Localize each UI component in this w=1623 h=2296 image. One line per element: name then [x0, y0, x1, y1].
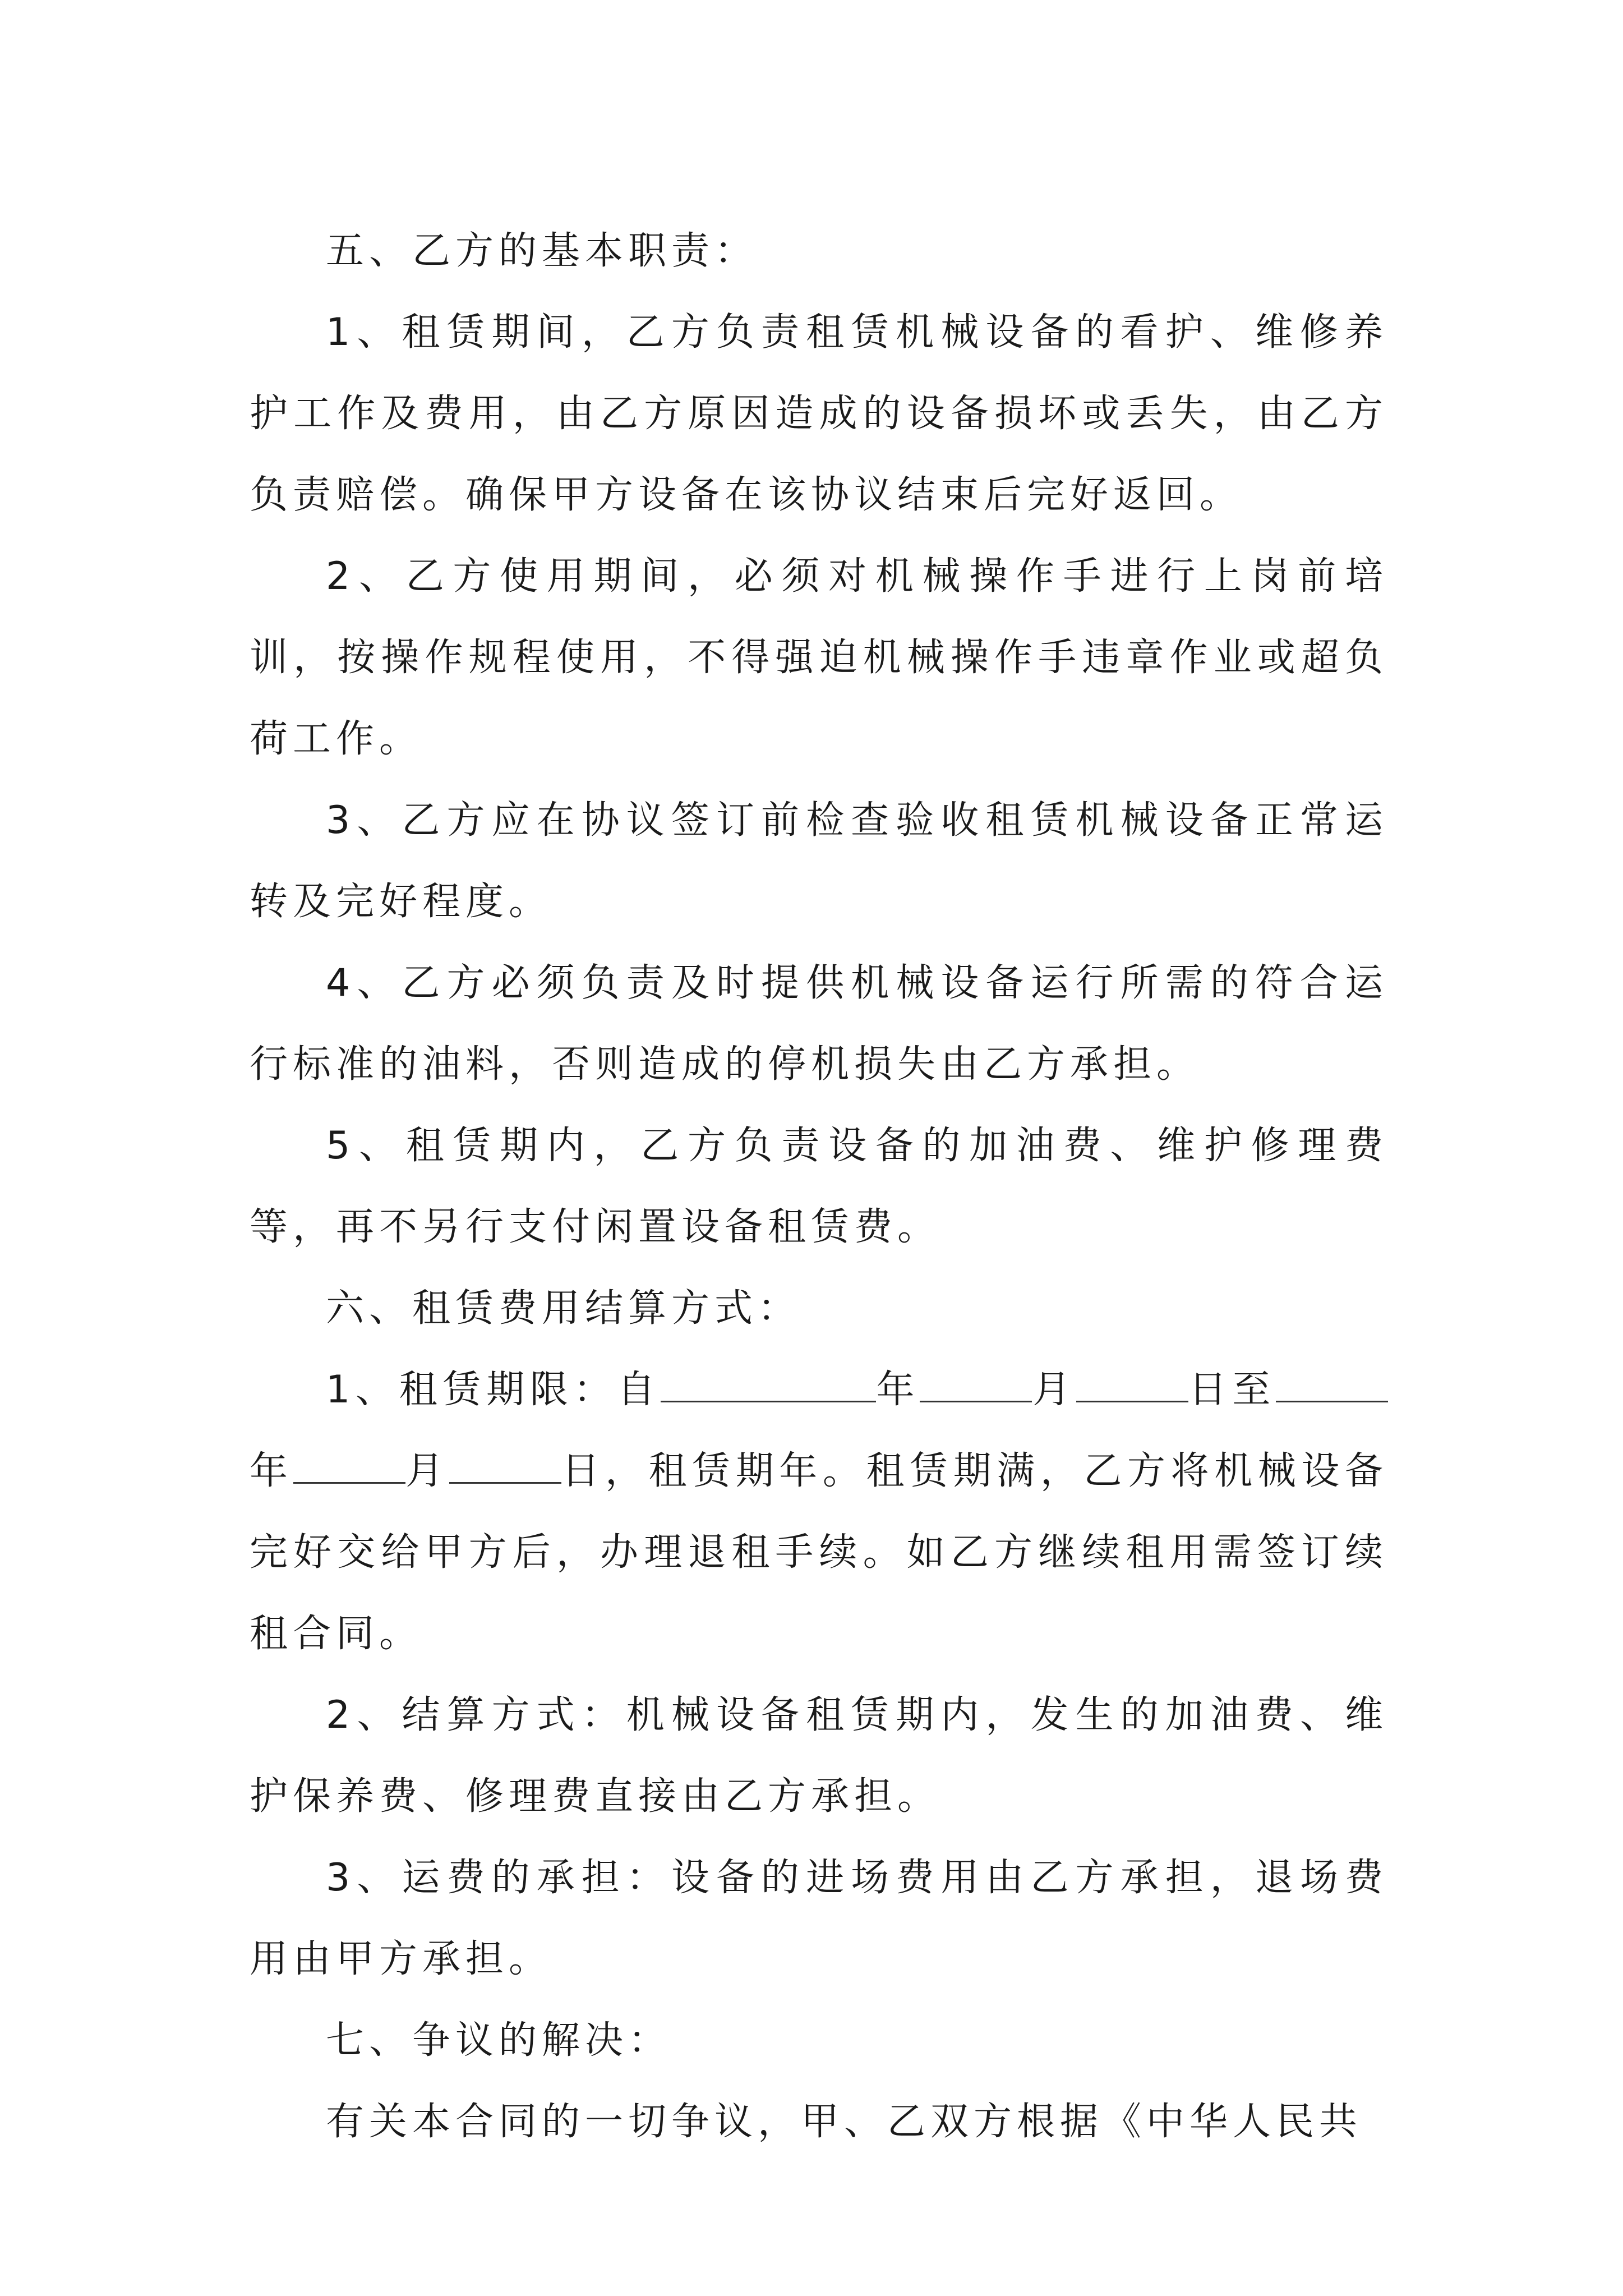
start-day-blank [1076, 1363, 1188, 1402]
section-heading-7: 七、争议的解决： [326, 2018, 672, 2063]
section-heading-6: 六、租赁费用结算方式： [326, 1286, 801, 1331]
lease-term-month2: 月 [405, 1449, 449, 1493]
lease-term-year: 年 [875, 1368, 920, 1412]
clause-5-3: 3、乙方应在协议签订前检查验收租赁机械设备正常运转及完好程度。 [250, 798, 1388, 924]
clause-6-3: 3、运费的承担：设备的进场费用由乙方承担，退场费用由甲方承担。 [250, 1856, 1388, 1981]
end-day-blank [449, 1444, 561, 1484]
clause-6-2: 2、结算方式：机械设备租赁期内，发生的加油费、维护保养费、修理费直接由乙方承担。 [250, 1693, 1388, 1819]
lease-term-prefix: 1、租赁期限：自 [326, 1368, 661, 1412]
clause-5-1: 1、租赁期间，乙方负责租赁机械设备的看护、维修养护工作及费用，由乙方原因造成的设备损坏或丢失，由乙方负责赔偿。确保甲方设备在该协议结束后完好返回。 [250, 310, 1388, 517]
lease-term-day-to: 日至 [1188, 1368, 1276, 1412]
lease-term-suffix: 日，租赁期年。租赁期满，乙方将机械设备完好交给甲方后，办理退租手续。如乙方继续租用需签订续租合同。 [250, 1449, 1388, 1656]
start-month-blank [920, 1363, 1032, 1402]
lease-term-year2: 年 [250, 1449, 293, 1493]
document-body [250, 210, 1388, 2162]
clause-5-5: 5、租赁期内，乙方负责设备的加油费、维护修理费等，再不另行支付闲置设备租赁费。 [250, 1124, 1388, 1249]
clause-5-2: 2、乙方使用期间，必须对机械操作手进行上岗前培训，按操作规程使用，不得强迫机械操作手违章作业或超负荷工作。 [250, 554, 1388, 761]
start-year-blank [661, 1363, 876, 1402]
end-year-blank [1276, 1363, 1388, 1402]
clause-5-4: 4、乙方必须负责及时提供机械设备运行所需的符合运行标准的油料，否则造成的停机损失由乙方承担。 [250, 961, 1388, 1087]
lease-term-month: 月 [1032, 1368, 1076, 1412]
clause-6-1 [250, 1349, 1388, 1674]
section-heading-5: 五、乙方的基本职责： [326, 229, 758, 273]
clause-7-1: 有关本合同的一切争议，甲、乙双方根据《中华人民共 [326, 2100, 1363, 2144]
end-month-blank [293, 1444, 405, 1484]
